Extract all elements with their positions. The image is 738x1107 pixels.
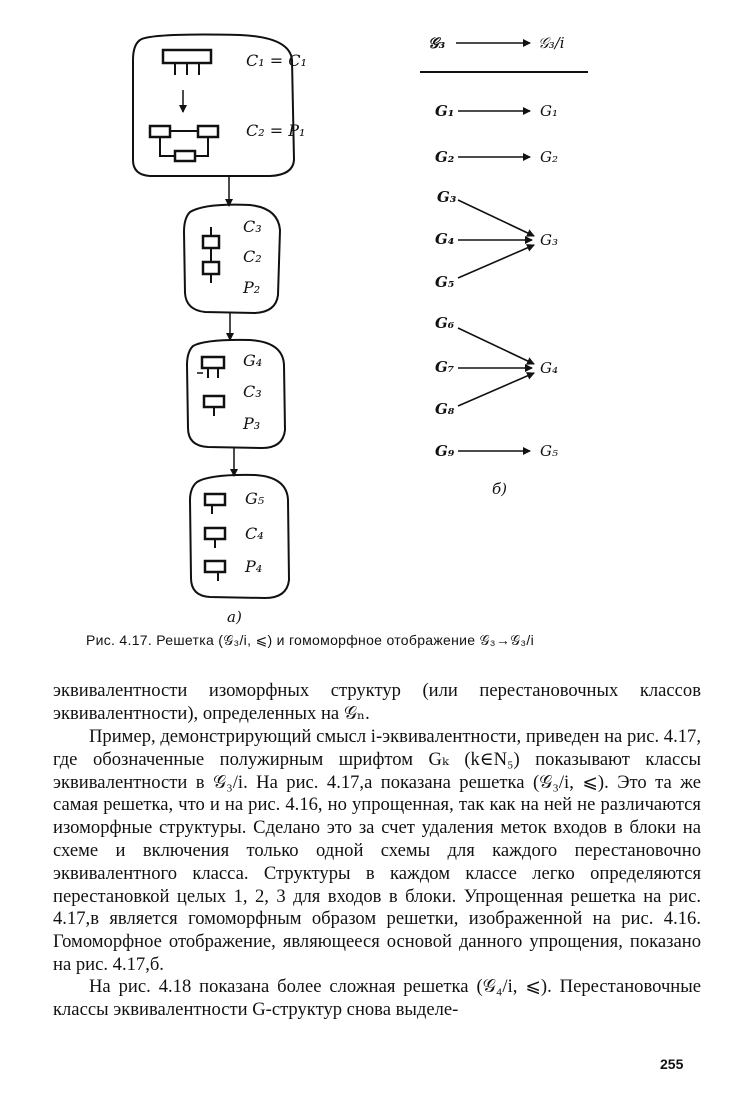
page-number: 255 — [660, 1056, 684, 1072]
left-node-3: G₃ — [437, 188, 457, 206]
paragraph-2: Пример, демонстрирующий смысл i-эквивалентности, приведен на рис. 4.17, где обозначенные полужирным шрифтом Gₖ (k∈N₅) показывают классы эквивалентности в 𝒢₃/i. На рис. 4.17,а показана решетка (𝒢₃/i, ⩽). Это та же самая решетка, что и на рис. 4.16, но упрощенная, так как на ней не различаются изоморфные структуры. Сделано это за счет удаления меток входов в блоки на схеме и включения только одной схемы для каждого перестановочно эквивалентного класса. Структуры в каждом классе легко определяются перестановкой целых 1, 2, 3 для входов в блоки. Упрощенная решетка на рис. 4.17,в является гомоморфным образом решетки, изображенной на рис. 4.16. Гомоморфное отображение, являющееся основой данного упрощения, показано на рис. 4.17,б. — [53, 726, 701, 975]
node3-label-2: C₃ — [243, 382, 262, 401]
right-node-5: G₅ — [540, 442, 558, 460]
left-node-2: G₂ — [435, 148, 455, 166]
panel-label-a: а) — [227, 608, 242, 626]
lattice-diagram-a — [133, 35, 294, 598]
node2-label-2: C₂ — [243, 247, 262, 266]
node4-label-1: G₅ — [245, 489, 265, 508]
panel-label-b: б) — [492, 480, 508, 498]
header-left-label: 𝒢₃ — [428, 34, 446, 52]
node4-label-2: C₄ — [245, 524, 264, 543]
node2-label-1: C₃ — [243, 217, 262, 236]
left-node-4: G₄ — [435, 230, 455, 248]
node4-label-3: P₄ — [245, 557, 263, 576]
right-node-1: G₁ — [540, 102, 558, 120]
left-node-9: G₉ — [435, 442, 455, 460]
left-node-6: G₆ — [435, 314, 455, 332]
left-node-1: G₁ — [435, 102, 455, 120]
header-right-label: 𝒢₃/i — [538, 34, 565, 52]
node1-label-1: C₁ = C₁ — [246, 51, 307, 70]
node1-label-2: C₂ = P₁ — [246, 121, 306, 140]
right-node-2: G₂ — [540, 148, 558, 166]
lattice-node-2 — [184, 205, 280, 313]
left-node-8: G₈ — [435, 400, 455, 418]
paragraph-1: эквивалентности изоморфных структур (или перестановочных классов эквивалентности), определенных на 𝒢ₙ. — [53, 680, 701, 724]
paragraph-3: На рис. 4.18 показана более сложная решетка (𝒢₄/i, ⩽). Перестановочные классы эквивалентности G-структур снова выделе- — [53, 976, 701, 1020]
node3-label-3: P₃ — [243, 414, 261, 433]
left-node-7: G₇ — [435, 358, 455, 376]
node2-label-3: P₂ — [243, 278, 261, 297]
right-node-4: G₄ — [540, 359, 558, 377]
left-node-5: G₅ — [435, 273, 455, 291]
right-node-3: G₃ — [540, 231, 558, 249]
figure-caption: Рис. 4.17. Решетка (𝒢₃/i, ⩽) и гомоморфное отображение 𝒢₃→𝒢₃/i — [86, 632, 534, 648]
node3-label-1: G₄ — [243, 351, 263, 370]
